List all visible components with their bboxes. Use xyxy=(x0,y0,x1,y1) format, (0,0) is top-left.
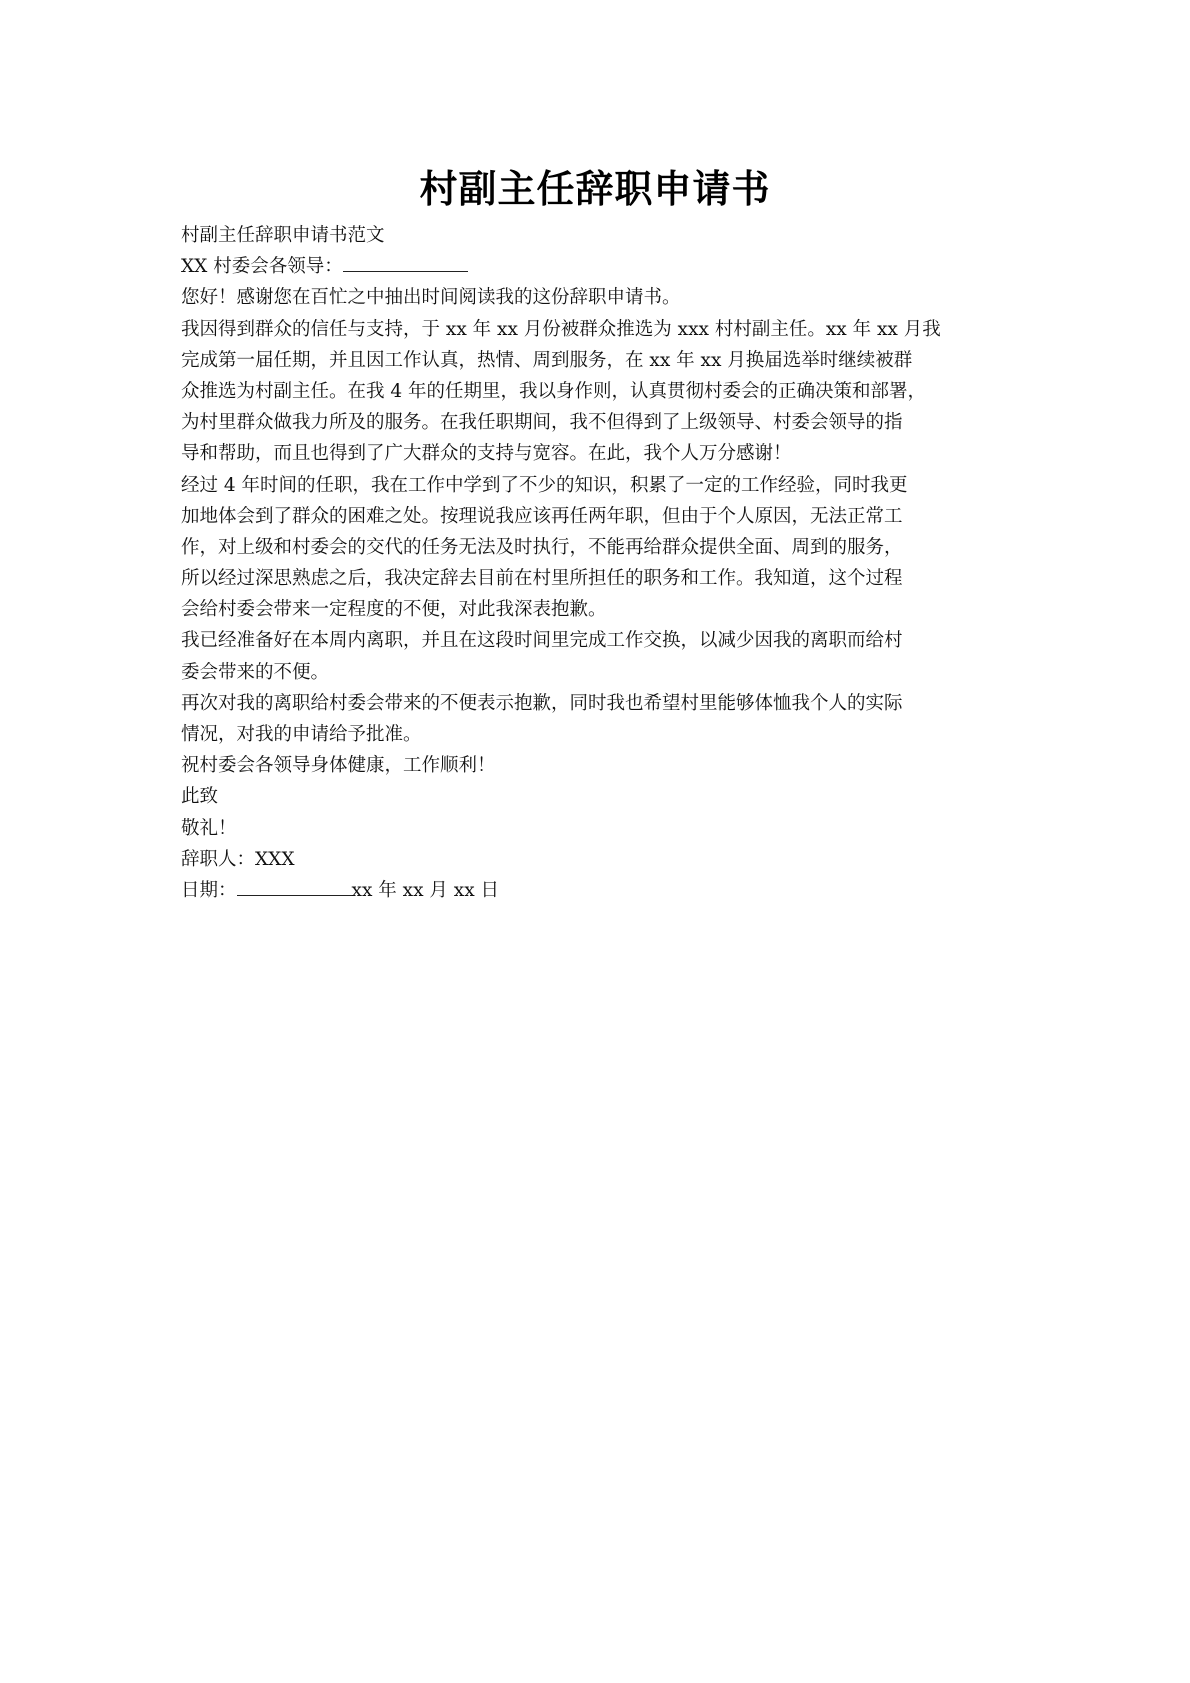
paragraph-line: 完成第一届任期，并且因工作认真，热情、周到服务，在 xx 年 xx 月换届选举时继续被群 xyxy=(181,349,913,371)
paragraph-4 xyxy=(181,688,1021,750)
paragraph-line: 众推选为村副主任。在我 4 年的任期里，我以身作则，认真贯彻村委会的正确决策和部署， xyxy=(181,380,927,402)
paragraph-line: 我已经准备好在本周内离职，并且在这段时间里完成工作交换，以减少因我的离职而给村 xyxy=(181,630,903,652)
paragraph-line: 委会带来的不便。 xyxy=(181,661,330,683)
paragraph-line: 作，对上级和村委会的交代的任务无法及时执行，不能再给群众提供全面、周到的服务， xyxy=(181,536,903,558)
paragraph-line: 所以经过深思熟虑之后，我决定辞去目前在村里所担任的职务和工作。我知道，这个过程 xyxy=(181,568,903,590)
paragraph-line: 导和帮助，而且也得到了广大群众的支持与宽容。在此，我个人万分感谢！ xyxy=(181,443,792,465)
salutation xyxy=(181,251,1021,282)
salutation-text: XX 村委会各领导： xyxy=(181,256,343,278)
closing-line-1: 此致 xyxy=(181,786,219,808)
wishes: 祝村委会各领导身体健康，工作顺利！ xyxy=(181,755,496,777)
paragraph-line: 情况，对我的申请给予批准。 xyxy=(181,724,422,745)
closing-line-2: 敬礼！ xyxy=(181,817,237,839)
date-blank xyxy=(237,875,352,896)
paragraph-line: 经过 4 年时间的任职，我在工作中学到了不少的知识，积累了一定的工作经验，同时我更 xyxy=(181,474,908,496)
paragraph-2 xyxy=(181,470,1021,626)
signer: 辞职人：XXX xyxy=(181,848,295,870)
paragraph-1 xyxy=(181,314,1021,470)
paragraph-line: 为村里群众做我力所及的服务。在我任职期间，我不但得到了上级领导、村委会领导的指 xyxy=(181,412,903,434)
paragraph-line: 加地体会到了群众的困难之处。按理说我应该再任两年职，但由于个人原因，无法正常工 xyxy=(181,505,903,527)
paragraph-line: 再次对我的离职给村委会带来的不便表示抱歉，同时我也希望村里能够体恤我个人的实际 xyxy=(181,692,903,714)
salutation-blank xyxy=(343,251,468,272)
paragraph-line: 会给村委会带来一定程度的不便，对此我深表抱歉。 xyxy=(181,599,607,621)
greeting: 您好！感谢您在百忙之中抽出时间阅读我的这份辞职申请书。 xyxy=(181,287,681,309)
document-title: 村副主任辞职申请书 xyxy=(419,167,771,211)
document-body xyxy=(181,220,1021,906)
paragraph-line: 我因得到群众的信任与支持，于 xx 年 xx 月份被群众推选为 xxx 村村副主任。xx 年 xx 月我 xyxy=(181,318,941,340)
document-subtitle: 村副主任辞职申请书范文 xyxy=(181,225,385,246)
paragraph-3 xyxy=(181,625,1021,687)
date-value: xx 年 xx 月 xx 日 xyxy=(351,879,500,901)
date-line xyxy=(181,875,1021,906)
date-label: 日期： xyxy=(181,879,237,901)
